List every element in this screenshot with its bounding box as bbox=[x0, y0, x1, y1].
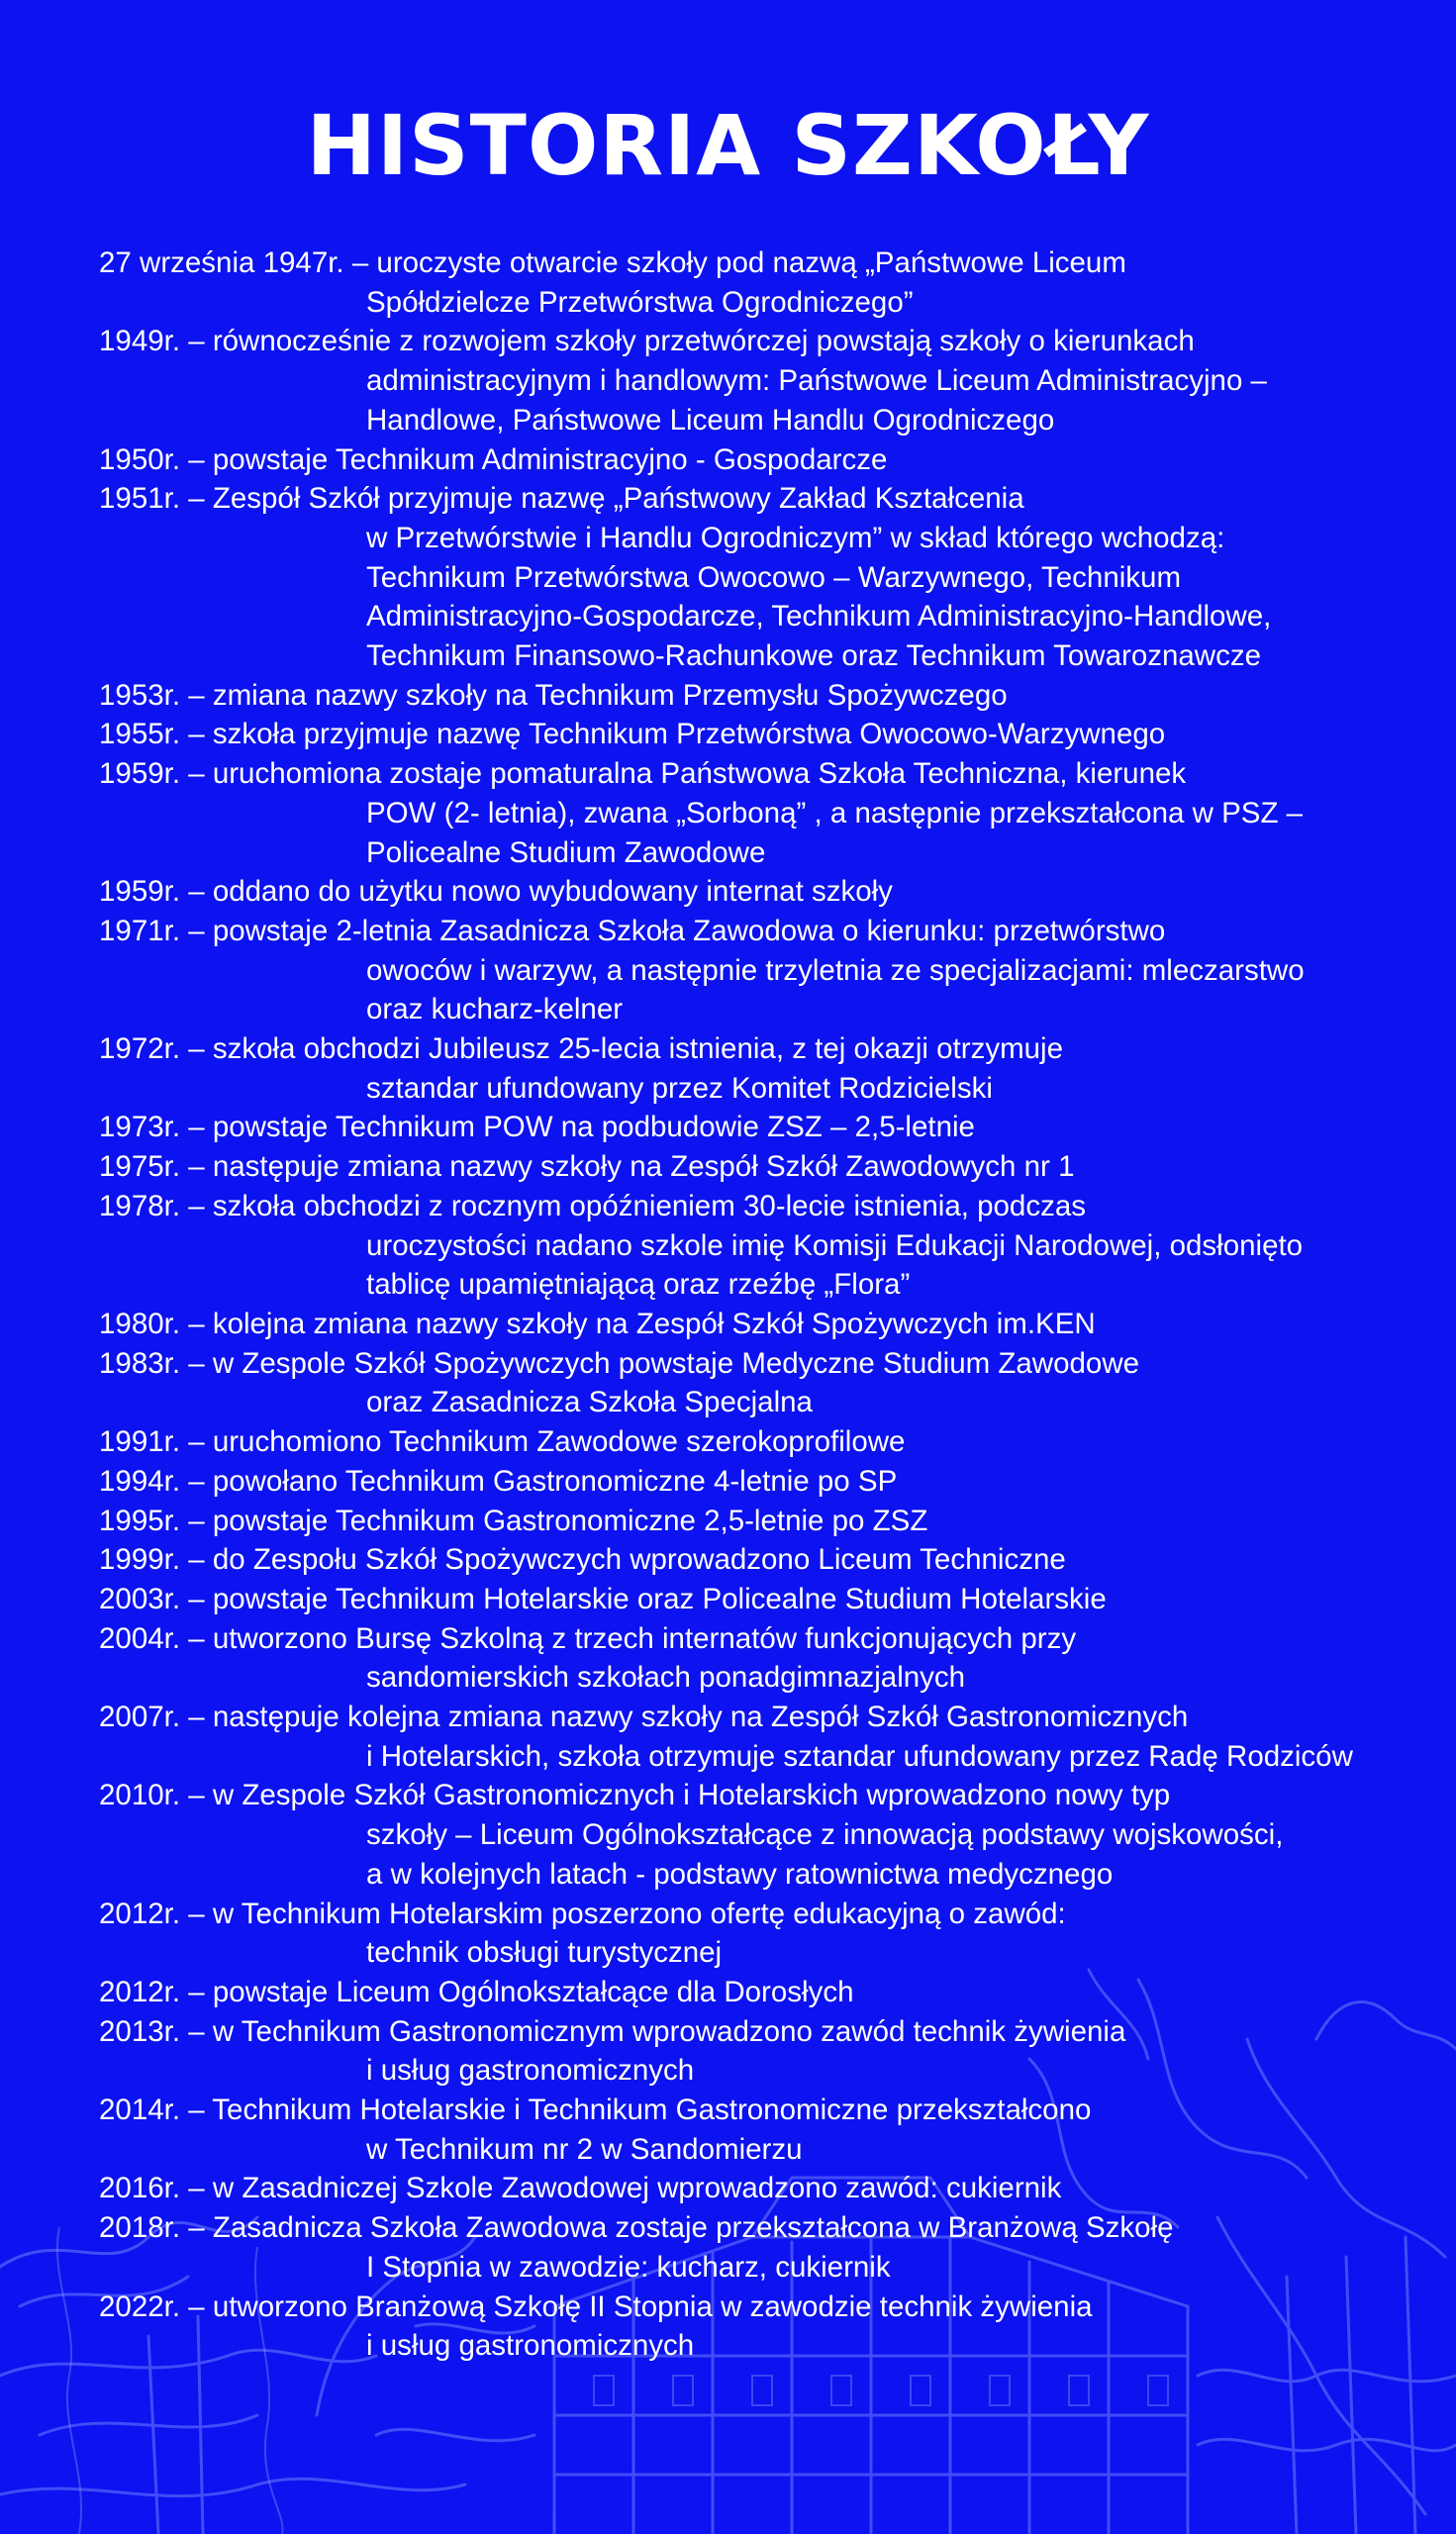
timeline-entry-continuation-line: uroczystości nadano szkole imię Komisji Edukacji Narodowej, odsłonięto bbox=[366, 1228, 1304, 1262]
timeline-entry bbox=[99, 2208, 1386, 2287]
timeline-entry bbox=[99, 2091, 1386, 2169]
timeline-entry-continuation-line: sandomierskich szkołach ponadgimnazjalnych bbox=[366, 1661, 966, 1695]
timeline-entry-first-line: 1959r. – oddano do użytku nowo wybudowany internat szkoły bbox=[99, 875, 893, 909]
timeline-entry-continuation-line: administracyjnym i handlowym: Państwowe Liceum Administracyjno – bbox=[366, 364, 1267, 398]
timeline-entry-continuation-line: Administracyjno-Gospodarcze, Technikum Administracyjno-Handlowe, bbox=[366, 600, 1272, 634]
timeline-entry-continuation-line: szkoły – Liceum Ogólnokształcące z innowacją podstawy wojskowości, bbox=[366, 1818, 1284, 1852]
timeline-entry bbox=[99, 676, 1386, 716]
timeline-entry-first-line: 1971r. – powstaje 2-letnia Zasadnicza Szkoła Zawodowa o kierunku: przetwórstwo bbox=[99, 914, 1166, 947]
timeline-entry-continuation-line: i Hotelarskich, szkoła otrzymuje sztandar ufundowany przez Radę Rodziców bbox=[366, 1739, 1353, 1773]
timeline-entry-continuation-line: a w kolejnych latach - podstawy ratownictwa medycznego bbox=[366, 1857, 1114, 1891]
timeline-entry-first-line: 2010r. – w Zespole Szkół Gastronomicznych i Hotelarskich wprowadzono nowy typ bbox=[99, 1779, 1171, 1812]
timeline-entry-first-line: 2013r. – w Technikum Gastronomicznym wprowadzono zawód technik żywienia bbox=[99, 2014, 1126, 2048]
timeline-entry bbox=[99, 1422, 1386, 1462]
timeline-entry-first-line: 2022r. – utworzono Branżową Szkołę II Stopnia w zawodzie technik żywienia bbox=[99, 2290, 1093, 2323]
timeline-entry-first-line: 1973r. – powstaje Technikum POW na podbudowie ZSZ – 2,5-letnie bbox=[99, 1111, 975, 1144]
timeline-entry-first-line: 2003r. – powstaje Technikum Hotelarskie oraz Policealne Studium Hotelarskie bbox=[99, 1582, 1107, 1615]
timeline-entry-first-line: 2018r. – Zasadnicza Szkoła Zawodowa zostaje przekształcona w Branżową Szkołę bbox=[99, 2211, 1174, 2245]
timeline-entry bbox=[99, 1344, 1386, 1422]
timeline-entry bbox=[99, 1502, 1386, 1541]
timeline-entry-first-line: 1980r. – kolejna zmiana nazwy szkoły na Zespół Szkół Spożywczych im.KEN bbox=[99, 1307, 1096, 1340]
timeline-entry-continuation-line: i usług gastronomicznych bbox=[366, 2329, 695, 2363]
timeline-entry bbox=[99, 754, 1386, 872]
timeline-entry-first-line: 1959r. – uruchomiona zostaje pomaturalna Państwowa Szkoła Techniczna, kierunek bbox=[99, 757, 1187, 791]
timeline-entry-first-line: 2012r. – w Technikum Hotelarskim poszerzono ofertę edukacyjną o zawód: bbox=[99, 1897, 1066, 1930]
timeline-entry bbox=[99, 1895, 1386, 1973]
timeline-entry bbox=[99, 1029, 1386, 1108]
timeline-entry-continuation-line: w Technikum nr 2 w Sandomierzu bbox=[366, 2132, 803, 2166]
timeline-entry-continuation-line: Policealne Studium Zawodowe bbox=[366, 835, 766, 869]
timeline-entry-first-line: 1991r. – uruchomiono Technikum Zawodowe szerokoprofilowe bbox=[99, 1425, 906, 1459]
timeline-entry bbox=[99, 1187, 1386, 1305]
timeline-entry-first-line: 1994r. – powołano Technikum Gastronomiczne 4-letnie po SP bbox=[99, 1464, 898, 1498]
timeline-entry-first-line: 1951r. – Zespół Szkół przyjmuje nazwę „Państwowy Zakład Kształcenia bbox=[99, 482, 1024, 516]
timeline-entry-continuation-line: oraz Zasadnicza Szkoła Specjalna bbox=[366, 1386, 813, 1419]
timeline-entry-continuation-line: I Stopnia w zawodzie: kucharz, cukiernik bbox=[366, 2250, 891, 2284]
timeline-entry-first-line: 1955r. – szkoła przyjmuje nazwę Technikum Przetwórstwa Owocowo-Warzywnego bbox=[99, 718, 1166, 751]
timeline-entry-first-line: 1950r. – powstaje Technikum Administracyjno - Gospodarcze bbox=[99, 442, 888, 476]
timeline-entry bbox=[99, 872, 1386, 912]
timeline-entry bbox=[99, 440, 1386, 480]
timeline-entry-continuation-line: w Przetwórstwie i Handlu Ogrodniczym” w skład którego wchodzą: bbox=[366, 521, 1225, 554]
timeline-entry bbox=[99, 912, 1386, 1029]
timeline-entry-continuation-line: Technikum Przetwórstwa Owocowo – Warzywnego, Technikum bbox=[366, 560, 1182, 594]
timeline-entry bbox=[99, 1462, 1386, 1502]
timeline-entry bbox=[99, 2012, 1386, 2091]
timeline-entry-first-line: 1999r. – do Zespołu Szkół Spożywczych wprowadzono Liceum Techniczne bbox=[99, 1543, 1066, 1577]
timeline-entry bbox=[99, 479, 1386, 676]
timeline-entry-continuation-line: Handlowe, Państwowe Liceum Handlu Ogrodniczego bbox=[366, 403, 1055, 437]
timeline-entry-first-line: 2004r. – utworzono Bursę Szkolną z trzech internatów funkcjonujących przy bbox=[99, 1621, 1077, 1655]
timeline-entry-first-line: 1972r. – szkoła obchodzi Jubileusz 25-lecia istnienia, z tej okazji otrzymuje bbox=[99, 1032, 1064, 1066]
timeline-entry bbox=[99, 244, 1386, 322]
timeline-entry-first-line: 2014r. – Technikum Hotelarskie i Technikum Gastronomiczne przekształcono bbox=[99, 2094, 1092, 2127]
timeline-entry-continuation-line: sztandar ufundowany przez Komitet Rodzicielski bbox=[366, 1071, 993, 1105]
timeline-entry bbox=[99, 322, 1386, 439]
timeline-entry-first-line: 2012r. – powstaje Liceum Ogólnokształcące dla Dorosłych bbox=[99, 1975, 854, 2008]
timeline-entry bbox=[99, 1305, 1386, 1344]
timeline-entry bbox=[99, 1973, 1386, 2012]
timeline-entry bbox=[99, 1540, 1386, 1580]
timeline-entry bbox=[99, 2169, 1386, 2208]
timeline-entry bbox=[99, 1108, 1386, 1147]
timeline-entry bbox=[99, 1619, 1386, 1698]
timeline-entry-first-line: 1953r. – zmiana nazwy szkoły na Technikum Przemysłu Spożywczego bbox=[99, 678, 1008, 712]
timeline-entry-continuation-line: owoców i warzyw, a następnie trzyletnia ze specjalizacjami: mleczarstwo bbox=[366, 953, 1305, 987]
timeline-entry-first-line: 1995r. – powstaje Technikum Gastronomiczne 2,5-letnie po ZSZ bbox=[99, 1504, 928, 1537]
timeline-entry-first-line: 1978r. – szkoła obchodzi z rocznym opóźnieniem 30-lecie istnienia, podczas bbox=[99, 1189, 1086, 1222]
timeline-entry-first-line: 2016r. – w Zasadniczej Szkole Zawodowej wprowadzono zawód: cukiernik bbox=[99, 2172, 1062, 2205]
timeline-entry bbox=[99, 2288, 1386, 2366]
timeline-entry-continuation-line: oraz kucharz-kelner bbox=[366, 993, 624, 1026]
timeline-entry-continuation-line: i usług gastronomicznych bbox=[366, 2054, 695, 2088]
timeline-entry-continuation-line: POW (2- letnia), zwana „Sorboną” , a następnie przekształcona w PSZ – bbox=[366, 796, 1304, 829]
timeline-entry-continuation-line: tablicę upamiętniającą oraz rzeźbę „Flora” bbox=[366, 1268, 911, 1302]
timeline-entry bbox=[99, 1698, 1386, 1776]
timeline-entry-first-line: 27 września 1947r. – uroczyste otwarcie szkoły pod nazwą „Państwowe Liceum bbox=[99, 246, 1126, 279]
timeline-entry-continuation-line: technik obsługi turystycznej bbox=[366, 1936, 723, 1970]
timeline-entry bbox=[99, 715, 1386, 754]
timeline-entry-first-line: 2007r. – następuje kolejna zmiana nazwy szkoły na Zespół Szkół Gastronomicznych bbox=[99, 1701, 1189, 1734]
timeline-entry bbox=[99, 1776, 1386, 1894]
history-timeline bbox=[99, 244, 1386, 2366]
timeline-entry-first-line: 1975r. – następuje zmiana nazwy szkoły na Zespół Szkół Zawodowych nr 1 bbox=[99, 1150, 1075, 1184]
page-title: HISTORIA SZKOŁY bbox=[306, 97, 1150, 194]
timeline-entry-first-line: 1949r. – równocześnie z rozwojem szkoły przetwórczej powstają szkoły o kierunkach bbox=[99, 325, 1195, 358]
timeline-entry bbox=[99, 1147, 1386, 1187]
timeline-entry-continuation-line: Spółdzielcze Przetwórstwa Ogrodniczego” bbox=[366, 285, 914, 319]
timeline-entry bbox=[99, 1580, 1386, 1619]
timeline-entry-first-line: 1983r. – w Zespole Szkół Spożywczych powstaje Medyczne Studium Zawodowe bbox=[99, 1346, 1140, 1380]
timeline-entry-continuation-line: Technikum Finansowo-Rachunkowe oraz Technikum Towaroznawcze bbox=[366, 639, 1262, 673]
